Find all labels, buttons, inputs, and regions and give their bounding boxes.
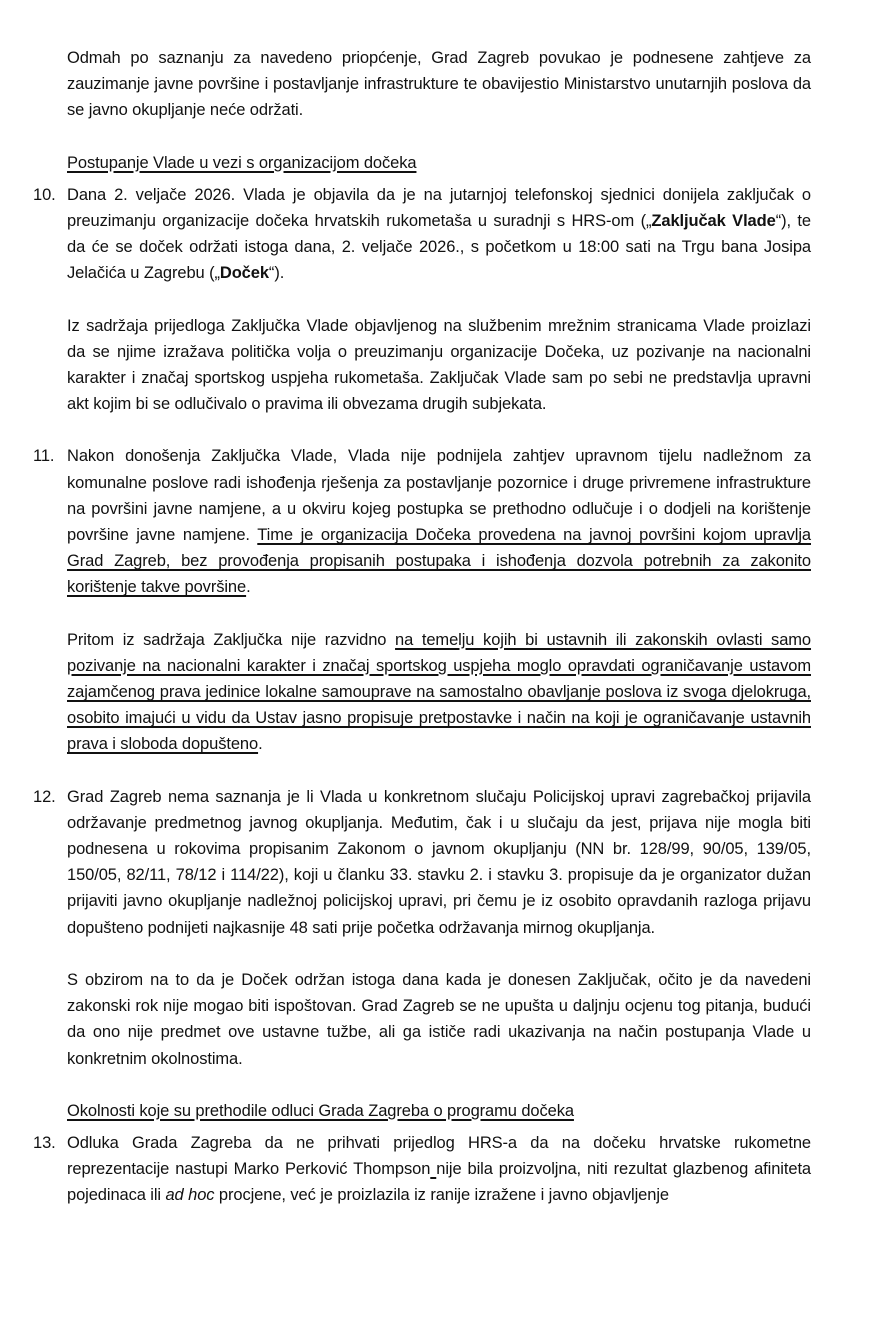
item11-underlined-text: Time je organizacija Dočeka provedena na javnoj površini kojom upravlja Grad Zagreb, bez provođenja propisanih postupaka i ishođenja dozvola potrebnih za zakonito korištenje takve površine [67, 526, 811, 597]
item11-text-2: . [246, 578, 251, 597]
item13-italic-ad-hoc: ad hoc [165, 1186, 215, 1205]
item13-text-1: Odluka Grada Zagreba da ne prihvati prijedlog HRS-a da na dočeku hrvatske rukometne reprezentacije nastupi Marko Perković Thompson [67, 1133, 811, 1179]
item13-text-3: procjene, već je proizlazila iz ranije izražene i javno objavljenje [214, 1186, 669, 1205]
section-heading-postupanje: Postupanje Vlade u vezi s organizacijom dočeka [67, 153, 417, 172]
item-body: Grad Zagreb nema saznanja je li Vlada u konkretnom slučaju Policijskoj upravi zagrebačkoj prijavila održavanje predmetnog javnog okupljanja. Međutim, čak i u slučaju da jest, prijava nije mogla biti podnesena u rokovima propisanim Zakonom o javnom okupljanju (NN br. 128/99, 90/05, 139/05, 150/05, 82/11, 78/12 i 114/22), koji u članku 33. stavku 2. i stavku 3. propisuje da je organizator dužan prijaviti javno okupljanje nadležnoj policijskoj upravi, pri čemu je iz osobito opravdanih razloga prijavu dopušteno podnijeti najkasnije 48 sati prije početka održavanja mirnog okupljanja. [67, 787, 811, 937]
numbered-item-10 [33, 182, 811, 287]
item-number: 10. [33, 185, 56, 204]
intro-paragraph: Odmah po saznanju za navedeno priopćenje, Grad Zagreb povukao je podnesene zahtjeve za zauzimanje javne površine i postavljanje infrastrukture te obavijestio Ministarstvo unutarnjih poslova da se javno okupljanje neće održati. [67, 49, 811, 120]
item11cont-text-2: . [258, 735, 263, 754]
numbered-item-11 [33, 443, 811, 600]
item11-text-1: Nakon donošenja Zaključka Vlade, Vlada nije podnijela zahtjev upravnom tijelu nadležnom za komunalne poslove radi ishođenja rješenja za postavljanje pozornice i druge privremene infrastrukture na površini javne namjene, a u okviru kojeg postupka se prethodno odlučuje i o dodjeli na korištenje površine javne namjene. [67, 447, 811, 545]
item11cont-underlined-text: na temelju kojih bi ustavnih ili zakonskih ovlasti samo pozivanje na nacionalni karakter i značaj sportskog uspjeha moglo opravdati ograničavanje ustavom zajamčenog prava jedinice lokalne samouprave na samostalno obavljanje poslova iz svoga djelokruga, osobito imajući u vidu da Ustav jasno propisuje pretpostavke i način na koji je ograničavanje ustavnih prava i sloboda dopušteno [67, 630, 812, 754]
numbered-item-12 [33, 784, 811, 941]
item-number: 13. [33, 1133, 56, 1152]
item-body [67, 443, 811, 600]
item10-bold-zakljucak-vlade: Zaključak Vlade [651, 212, 776, 231]
item10-text-3: “). [268, 264, 285, 283]
item-body [67, 182, 811, 287]
section-heading-okolnosti: Okolnosti koje su prethodile odluci Grada Zagreba o programu dočeka [67, 1101, 574, 1120]
item11-continuation-paragraph [67, 627, 811, 758]
item13-text-2: nije bila proizvoljna, niti rezultat glazbenog afiniteta pojedinaca ili [67, 1160, 811, 1205]
item10-text-1: Dana 2. veljače 2026. Vlada je objavila da je na jutarnjoj telefonskoj sjednici donijela zaključak o preuzimanju organizacije dočeka hrvatskih rukometaša u suradnji s HRS-om („ [67, 185, 811, 231]
item-number: 11. [33, 447, 55, 466]
item-body [67, 1130, 811, 1209]
item12-continuation-paragraph: S obzirom na to da je Doček održan istoga dana kada je donesen Zaključak, očito je da navedeni zakonski rok nije mogao biti ispoštovan. Grad Zagreb se ne upušta u daljnju ocjenu tog pitanja, budući da ono nije predmet ove ustavne tužbe, ali ga ističe radi ukazivanja na način postupanja Vlade u konkretnim okolnostima. [67, 970, 811, 1068]
numbered-item-13 [33, 1130, 811, 1209]
item10-continuation-paragraph: Iz sadržaja prijedloga Zaključka Vlade objavljenog na službenim mrežnim stranicama Vlade proizlazi da se njime izražava politička volja o preuzimanju organizacije Dočeka, uz pozivanje na nacionalni karakter i značaj sportskog uspjeha rukometaša. Zaključak Vlade sam po sebi ne predstavlja upravni akt kojim bi se odlučivalo o pravima ili obvezama drugih subjekata. [67, 316, 811, 414]
item10-text-2: “), te da će se doček održati istoga dana, 2. veljače 2026., s početkom u 18:00 sati na Trgu bana Josipa Jelačića u Zagrebu („ [67, 212, 811, 283]
item-number: 12. [33, 787, 56, 806]
item11cont-text-1: Pritom iz sadržaja Zaključka nije razvidno [67, 630, 396, 649]
item10-bold-docek: Doček [219, 264, 269, 283]
